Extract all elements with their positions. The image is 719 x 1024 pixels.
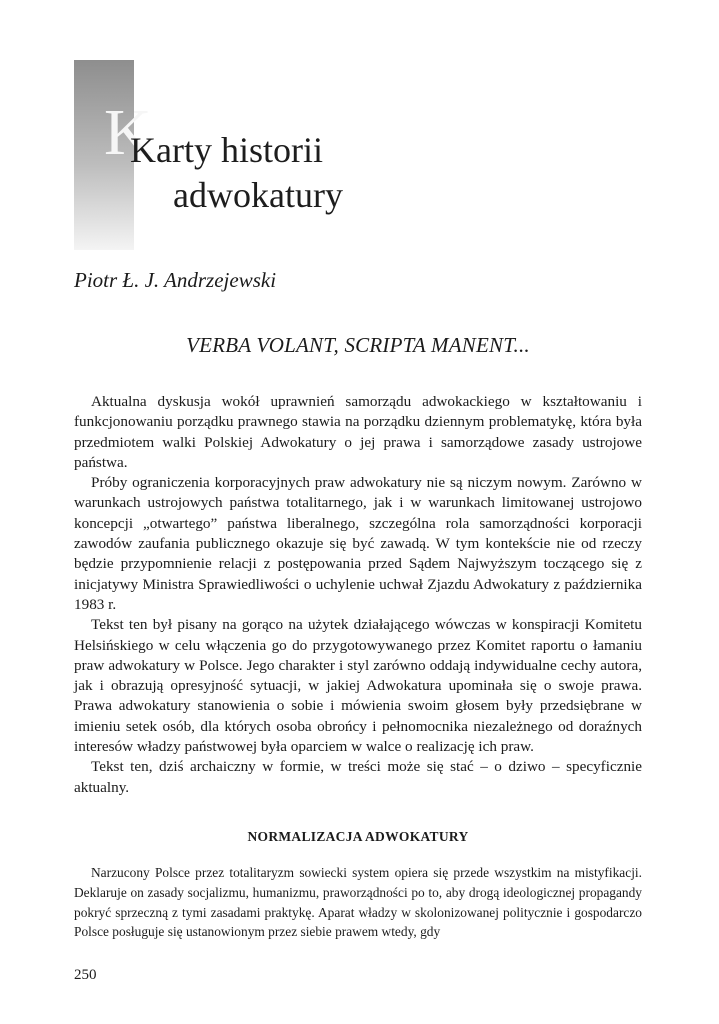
page-number: 250: [74, 967, 97, 983]
chapter-title: [130, 128, 430, 218]
chapter-title-line: Karty historii: [130, 130, 323, 170]
body-text: [74, 863, 642, 942]
paragraph: Tekst ten był pisany na gorąco na użytek działającego wówczas w konspiracji Komitetu Helsińskiego w celu włączenia go do przygotowywanego przez Komitet raportu o łamaniu praw adwokatury w Polsce. Jego charakter i styl zarówno oddają indywidualne cechy autora, jak i obrazują opresyjność sytuacji, w jakiej Adwokatura upominała się o swoje prawa. Prawa adwokatury stanowienia o sobie i mówienia swoim głosem były przedsiębrane w imieniu setek osób, dla których osoba obrońcy i pełnomocnika niezależnego od doraźnych interesów władzy państwowej była oparciem w walce o realizację ich praw.: [74, 616, 642, 756]
chapter-title-line: adwokatury: [173, 175, 343, 215]
paragraph: Próby ograniczenia korporacyjnych praw adwokatury nie są niczym nowym. Zarówno w warunkach ustrojowych państwa totalitarnego, jak i w warunkach limitowanej ustrojowo koncepcji „otwartego” państwa liberalnego, szczególna rola samorządności korporacji zawodów zaufania publicznego okazuje się być zawadą. W tym kontekście nie od rzeczy będzie przypomnienie relacji z postępowania przed Sądem Najwyższym toczącego się z inicjatywy Ministra Sprawiedliwości o uchylenie uchwał Zjazdu Adwokatury z października 1983 r.: [74, 474, 642, 613]
section-heading: NORMALIZACJA ADWOKATURY: [247, 829, 469, 844]
paragraph: Aktualna dyskusja wokół uprawnień samorządu adwokackiego w kształtowaniu i funkcjonowaniu porządku prawnego stawia na porządku dziennym problematykę, która była przedmiotem walki Polskiej Adwokatury o jej prawa i samorządowe zasady ustrojowe państwa.: [74, 393, 642, 471]
author-name: Piotr Ł. J. Andrzejewski: [74, 268, 277, 292]
intro-text: [74, 392, 642, 798]
paragraph: Narzucony Polsce przez totalitaryzm sowiecki system opiera się przede wszystkim na mistyfikacji. Deklaruje on zasady socjalizmu, humanizmu, praworządności po to, aby drogą ideologicznej propagandy pokryć sprzeczną z tymi zasadami praktykę. Aparat władzy w skolonizowanej politycznie i gospodarczo Polsce posługuje się ustanowionym przez siebie prawem wtedy, gdy: [74, 865, 642, 940]
chapter-initial-letter: K: [104, 96, 152, 169]
motto: VERBA VOLANT, SCRIPTA MANENT...: [186, 333, 530, 357]
paragraph: Tekst ten, dziś archaiczny w formie, w treści może się stać – o dziwo – specyficznie aktualny.: [74, 758, 642, 796]
